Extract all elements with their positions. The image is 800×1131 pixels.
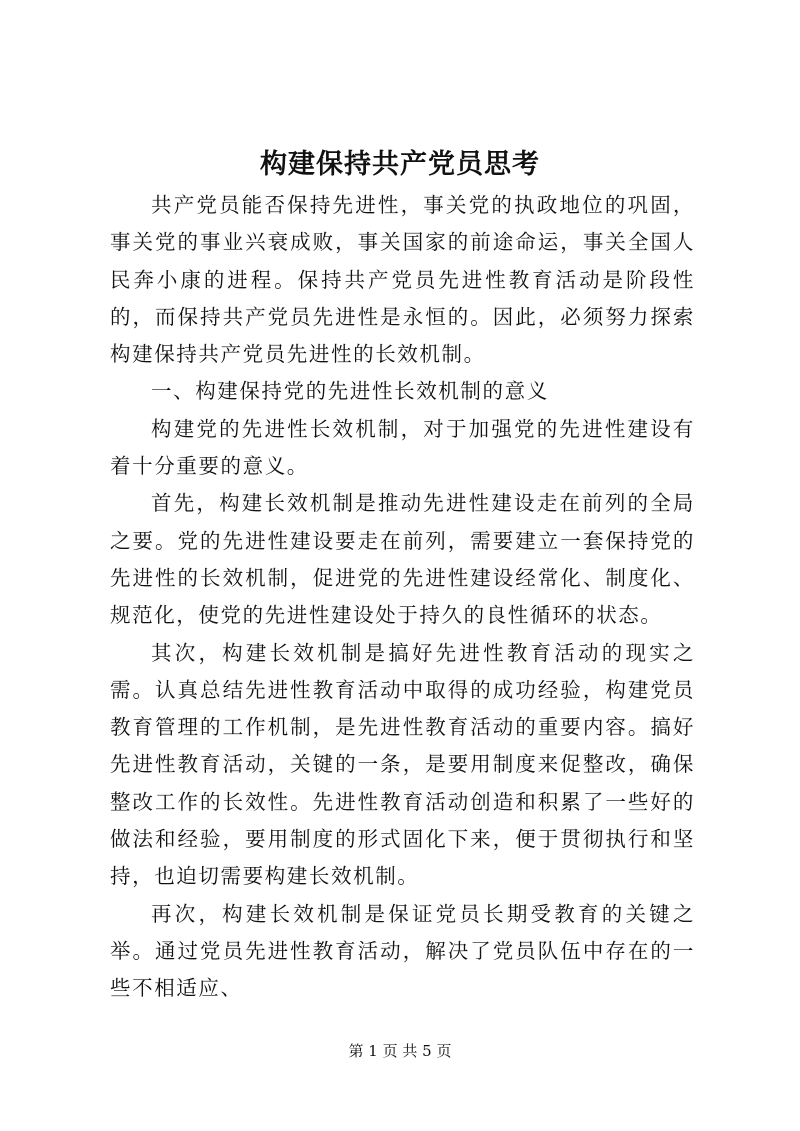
paragraph-significance: 构建党的先进性长效机制，对于加强党的先进性建设有着十分重要的意义。 <box>110 416 695 479</box>
section-heading: 一、构建保持党的先进性长效机制的意义 <box>151 379 549 404</box>
document-title: 构建保持共产党员思考 <box>260 149 540 180</box>
document-body <box>110 187 695 1008</box>
page-number-footer: 第 1 页 共 5 页 <box>348 1042 452 1060</box>
paragraph-first: 首先，构建长效机制是推动先进性建设走在前列的全局之要。党的先进性建设要走在前列，需要建立一套保持党的先进性的长效机制，促进党的先进性建设经常化、制度化、规范化，使党的先进性建设处于持久的良性循环的状态。 <box>110 491 695 628</box>
paragraph-intro: 共产党员能否保持先进性，事关党的执政地位的巩固，事关党的事业兴衰成败，事关国家的前途命运，事关全国人民奔小康的进程。保持共产党员先进性教育活动是阶段性的，而保持共产党员先进性是永恒的。因此，必须努力探索构建保持共产党员先进性的长效机制。 <box>110 193 695 367</box>
paragraph-second: 其次，构建长效机制是搞好先进性教育活动的现实之需。认真总结先进性教育活动中取得的成功经验，构建党员教育管理的工作机制，是先进性教育活动的重要内容。搞好先进性教育活动，关键的一条，是要用制度来促整改，确保整改工作的长效性。先进性教育活动创造和积累了一些好的做法和经验，要用制度的形式固化下来，便于贯彻执行和坚持，也迫切需要构建长效机制。 <box>110 640 695 889</box>
paragraph-third: 再次，构建长效机制是保证党员长期受教育的关键之举。通过党员先进性教育活动，解决了党员队伍中存在的一些不相适应、 <box>110 901 695 1001</box>
